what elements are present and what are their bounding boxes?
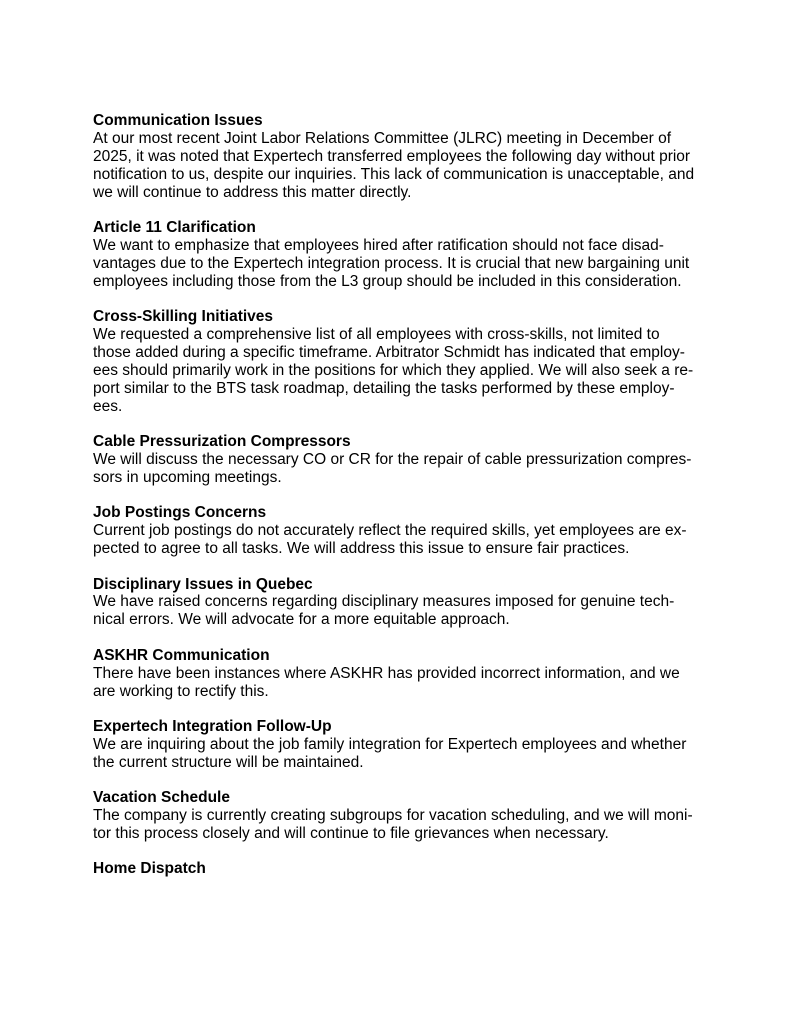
section-heading: Article 11 Clarification (93, 219, 256, 237)
section-heading: ASKHR Communication (93, 646, 270, 664)
paragraph-line: We requested a comprehensive list of all employees with cross-skills, not limited to (93, 326, 660, 344)
section-communication-issues (93, 112, 703, 202)
section-cross-skilling-initiatives (93, 308, 703, 415)
paragraph-line: We are inquiring about the job family integration for Expertech employees and whether (93, 735, 687, 753)
section-vacation-schedule (93, 789, 703, 843)
document-body (93, 112, 703, 896)
paragraph-line: those added during a specific timeframe. Arbitrator Schmidt has indicated that employ- (93, 343, 685, 361)
paragraph-line: sors in upcoming meetings. (93, 468, 282, 486)
section-job-postings-concerns (93, 504, 703, 558)
paragraph-line: port similar to the BTS task roadmap, detailing the tasks performed by these employ- (93, 379, 675, 397)
section-expertech-integration-follow-up (93, 718, 703, 772)
section-heading: Cross-Skilling Initiatives (93, 308, 274, 326)
paragraph-line: vantages due to the Expertech integration process. It is crucial that new bargaining unit (93, 254, 690, 272)
paragraph-line: ees. (93, 397, 123, 415)
section-heading: Job Postings Concerns (93, 504, 267, 522)
section-heading: Communication Issues (93, 112, 263, 129)
paragraph-line: We will discuss the necessary CO or CR for the repair of cable pressurization compres- (93, 451, 692, 468)
section-askhr-communication (93, 647, 703, 701)
section-article-11-clarification (93, 219, 703, 291)
paragraph-line: we will continue to address this matter directly. (93, 183, 412, 201)
paragraph-line: Current job postings do not accurately reflect the required skills, yet employees are ex- (93, 522, 687, 540)
section-heading: Expertech Integration Follow-Up (93, 717, 332, 735)
section-cable-pressurization-compressors (93, 433, 703, 487)
paragraph-line: We want to emphasize that employees hired after ratification should not face disad- (93, 236, 664, 254)
paragraph-line: nical errors. We will advocate for a more equitable approach. (93, 611, 510, 629)
paragraph-line: 2025, it was noted that Expertech transferred employees the following day without prior (93, 147, 691, 165)
section-heading: Cable Pressurization Compressors (93, 433, 351, 451)
paragraph-line: The company is currently creating subgroups for vacation scheduling, and we will moni- (93, 807, 693, 825)
paragraph-line: At our most recent Joint Labor Relations Committee (JLRC) meeting in December of (93, 129, 672, 147)
section-home-dispatch (93, 860, 703, 878)
section-heading: Home Dispatch (93, 860, 206, 878)
paragraph-line: employees including those from the L3 group should be included in this consideration. (93, 272, 682, 290)
section-heading: Vacation Schedule (93, 789, 230, 807)
paragraph-line: ees should primarily work in the positions for which they applied. We will also seek a re- (93, 361, 694, 379)
paragraph-line: the current structure will be maintained. (93, 753, 364, 771)
section-heading: Disciplinary Issues in Quebec (93, 575, 313, 593)
paragraph-line: tor this process closely and will continue to file grievances when necessary. (93, 825, 609, 842)
paragraph-line: notification to us, despite our inquiries. This lack of communication is unacceptable, and (93, 165, 695, 183)
paragraph-line: pected to agree to all tasks. We will address this issue to ensure fair practices. (93, 540, 630, 558)
paragraph-line: are working to rectify this. (93, 682, 269, 700)
paragraph-line: We have raised concerns regarding disciplinary measures imposed for genuine tech- (93, 593, 675, 611)
paragraph-line: There have been instances where ASKHR has provided incorrect information, and we (93, 664, 680, 682)
section-disciplinary-issues-quebec (93, 576, 703, 630)
